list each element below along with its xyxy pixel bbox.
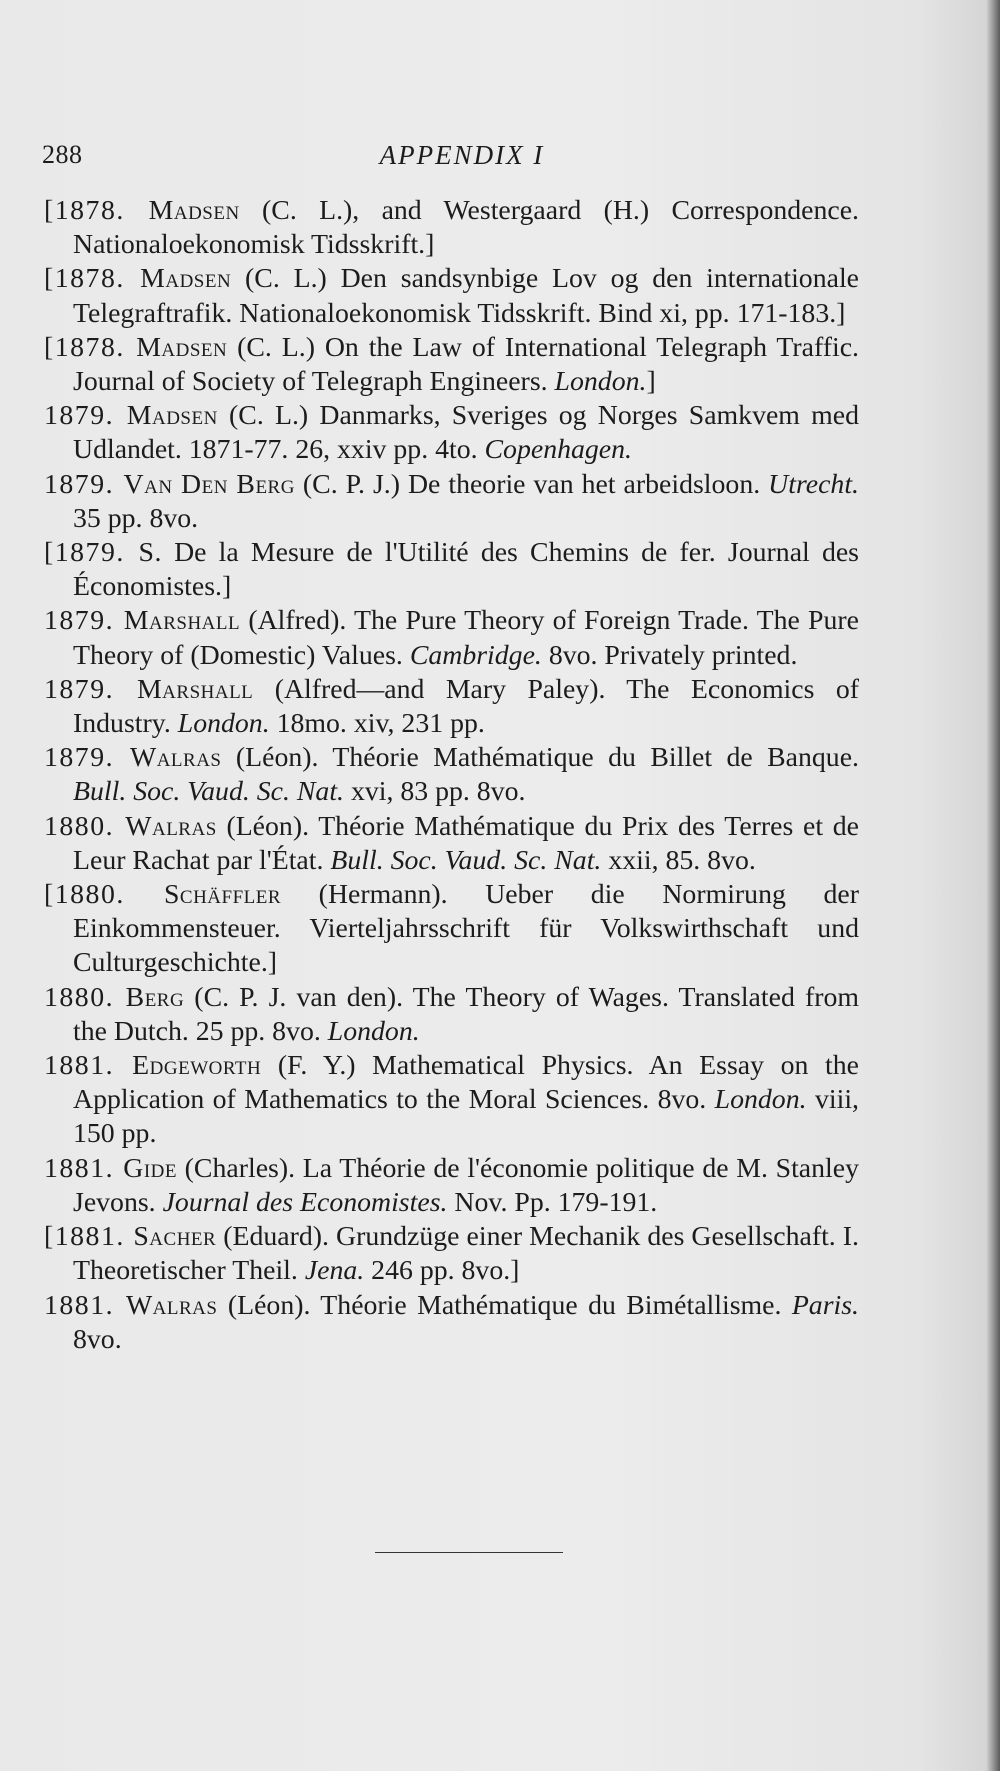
- bibliography-entry: [1880. Schäffler (Hermann). Ueber die Normirung der Einkommensteuer. Vierteljahrsschrift für Volkswirthschaft und Culturgeschichte.]: [44, 879, 860, 979]
- bibliography-entry: [1879. S. De la Mesure de l'Utilité des Chemins de fer. Journal des Économistes.]: [44, 537, 860, 603]
- entry-author: Gide: [123, 1152, 177, 1184]
- bibliography-entry: [1878. Madsen (C. L.) On the Law of International Telegraph Traffic. Journal of Society of Telegraph Engineers. London.]: [44, 331, 859, 398]
- bibliography-entry: 1881. Edgeworth (F. Y.) Mathematical Physics. An Essay on the Application of Mathematics to the Moral Sciences. 8vo. London. viii, 150 pp.: [44, 1050, 859, 1150]
- entry-author: Madsen: [136, 331, 228, 363]
- entry-author: Madsen: [140, 263, 232, 295]
- bibliography-entry: 1879. Marshall (Alfred—and Mary Paley). The Economics of Industry. London. 18mo. xiv, 231 pp.: [44, 673, 859, 740]
- entry-author: Madsen: [148, 195, 240, 226]
- entry-author: Van Den Berg: [123, 468, 295, 500]
- bibliography-entry: [1878. Madsen (C. L.) Den sandsynbige Lov og den internationale Telegraftrafik. Nationaloekonomisk Tidsskrift. Bind xi, pp. 171-183.]: [44, 263, 859, 329]
- bibliography-list: [44, 194, 859, 1357]
- bibliography-entry: 1879. Van Den Berg (C. P. J.) De theorie van het arbeidsloon. Utrecht. 35 pp. 8vo.: [44, 468, 859, 534]
- entry-author: Marshall: [123, 605, 241, 637]
- page-edge-shadow: [986, 0, 1000, 1771]
- page-number: 288: [42, 140, 83, 169]
- entry-author: Edgeworth: [132, 1050, 262, 1082]
- entry-author: Madsen: [126, 400, 218, 432]
- bibliography-entry: 1881. Walras (Léon). Théorie Mathématique du Bimétallisme. Paris. 8vo.: [44, 1289, 859, 1355]
- bibliography-entry: [1881. Sacher (Eduard). Grundzüge einer Mechanik des Gesellschaft. I. Theoretischer Theil. Jena. 246 pp. 8vo.]: [44, 1221, 859, 1287]
- entry-author: Sacher: [133, 1221, 217, 1253]
- bibliography-entry: 1879. Madsen (C. L.) Danmarks, Sveriges og Norges Samkvem med Udlandet. 1871-77. 26, xxiv pp. 4to. Copenhagen.: [44, 400, 859, 466]
- bibliography-entry: 1880. Walras (Léon). Théorie Mathématique du Prix des Terres et de Leur Rachat par l'État. Bull. Soc. Vaud. Sc. Nat. xxii, 85. 8vo.: [44, 810, 859, 876]
- entry-author: Marshall: [136, 673, 254, 705]
- bibliography-entry: [1878. Madsen (C. L.), and Westergaard (H.) Correspondence. Nationaloekonomisk Tidsskrift.]: [44, 195, 860, 261]
- entry-author: Walras: [125, 1289, 218, 1321]
- entry-author: Berg: [125, 981, 185, 1013]
- entry-author: S.: [138, 537, 162, 569]
- entry-author: Walras: [125, 810, 217, 842]
- bibliography-entry: 1881. Gide (Charles). La Théorie de l'économie politique de M. Stanley Jevons. Journal des Economistes. Nov. Pp. 179-191.: [44, 1152, 859, 1218]
- entry-author: Schäffler: [163, 879, 282, 911]
- page-header: [42, 140, 882, 180]
- running-title: APPENDIX I: [379, 140, 545, 170]
- entry-author: Walras: [129, 742, 222, 774]
- bibliography-entry: 1880. Berg (C. P. J. van den). The Theory of Wages. Translated from the Dutch. 25 pp. 8vo. London.: [44, 981, 859, 1047]
- bibliography-entry: 1879. Walras (Léon). Théorie Mathématique du Billet de Banque. Bull. Soc. Vaud. Sc. Nat. xvi, 83 pp. 8vo.: [44, 742, 859, 808]
- bibliography-entry: 1879. Marshall (Alfred). The Pure Theory of Foreign Trade. The Pure Theory of (Domestic) Values. Cambridge. 8vo. Privately printed.: [44, 605, 859, 671]
- end-rule: [375, 1552, 563, 1553]
